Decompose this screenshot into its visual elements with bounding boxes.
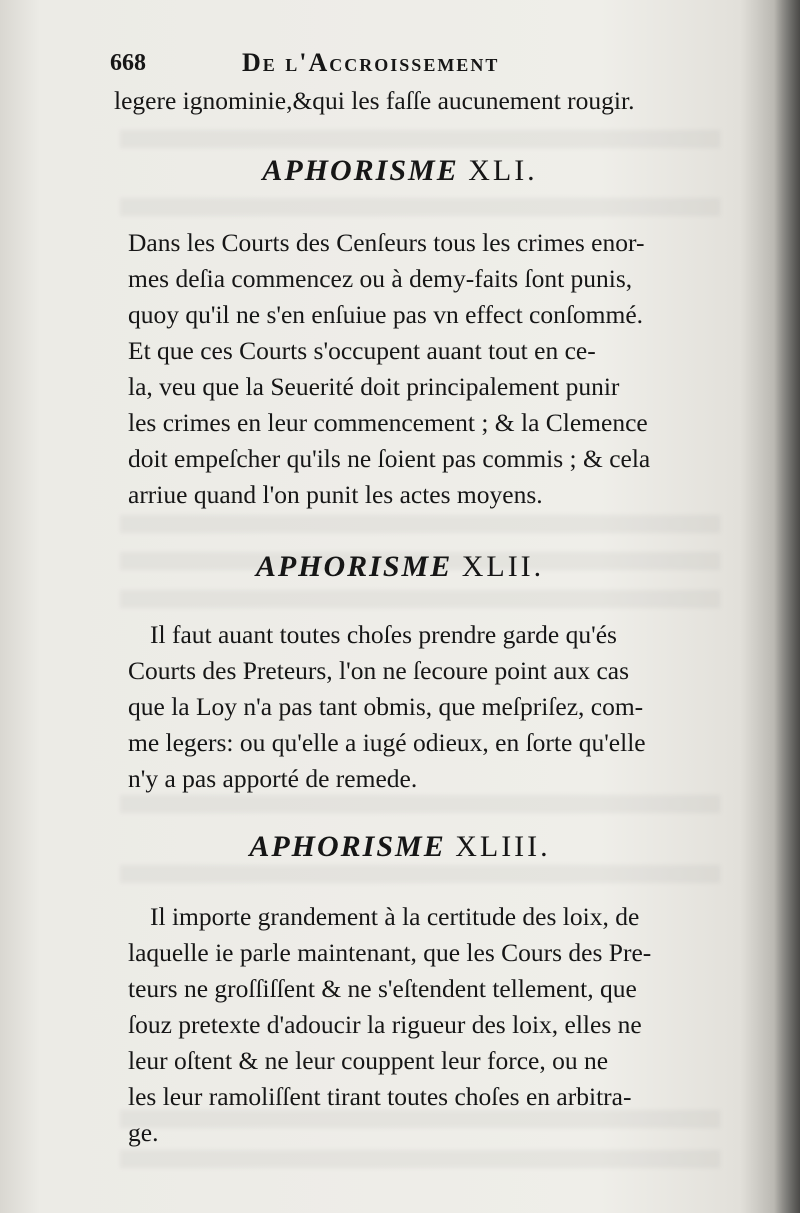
text-line: les crimes en leur commencement ; & la Clemence bbox=[128, 408, 648, 437]
text-line: Il importe grandement à la certitude des loix, de bbox=[150, 902, 640, 931]
text-line: laquelle ie parle maintenant, que les Cours des Pre- bbox=[128, 938, 652, 967]
aphorism-number: XLIII. bbox=[455, 830, 551, 863]
aphorism-title: APHORISME bbox=[262, 154, 459, 187]
text-line: leur oſtent & ne leur couppent leur force, ou ne bbox=[128, 1046, 609, 1075]
aphorism-heading bbox=[0, 832, 800, 862]
running-head: De l'Accroissement bbox=[242, 48, 500, 77]
text-line: doit empeſcher qu'ils ne ſoient pas commis ; & cela bbox=[128, 444, 651, 473]
aphorism-title: APHORISME bbox=[249, 830, 446, 863]
text-line: quoy qu'il ne s'en enſuiue pas vn effect conſommé. bbox=[128, 300, 644, 329]
text-line: Courts des Preteurs, l'on ne ſecoure point aux cas bbox=[128, 656, 630, 685]
text-line: la, veu que la Seuerité doit principalement punir bbox=[128, 372, 620, 401]
text-line: arriue quand l'on punit les actes moyens. bbox=[128, 480, 543, 509]
aphorism-number: XLI. bbox=[468, 154, 538, 187]
text-line: n'y a pas apporté de remede. bbox=[128, 764, 418, 793]
text-line: ge. bbox=[128, 1118, 159, 1147]
carryover-line: legere ignominie,&qui les faſſe aucunement rougir. bbox=[114, 86, 635, 115]
page-gutter-shadow bbox=[774, 0, 800, 1213]
aphorism-heading bbox=[0, 156, 800, 186]
text-line: Il faut auant toutes choſes prendre garde qu'és bbox=[150, 620, 617, 649]
text-line: les leur ramoliſſent tirant toutes choſes en arbitra- bbox=[128, 1082, 632, 1111]
text-line: me legers: ou qu'elle a iugé odieux, en ſorte qu'elle bbox=[128, 728, 646, 757]
text-line: mes deſia commencez ou à demy-faits ſont punis, bbox=[128, 264, 633, 293]
text-line: Dans les Courts des Cenſeurs tous les crimes enor- bbox=[128, 228, 645, 257]
aphorism-number: XLII. bbox=[461, 550, 545, 583]
text-line: Et que ces Courts s'occupent auant tout en ce- bbox=[128, 336, 596, 365]
page-number: 668 bbox=[110, 50, 146, 76]
text-line: teurs ne groſſiſſent & ne s'eſtendent tellement, que bbox=[128, 974, 637, 1003]
text-line: que la Loy n'a pas tant obmis, que meſpriſez, com- bbox=[128, 692, 644, 721]
text-line: ſouz pretexte d'adoucir la rigueur des loix, elles ne bbox=[128, 1010, 642, 1039]
aphorism-heading bbox=[0, 552, 800, 582]
page-header bbox=[110, 48, 630, 80]
aphorism-title: APHORISME bbox=[255, 550, 453, 583]
